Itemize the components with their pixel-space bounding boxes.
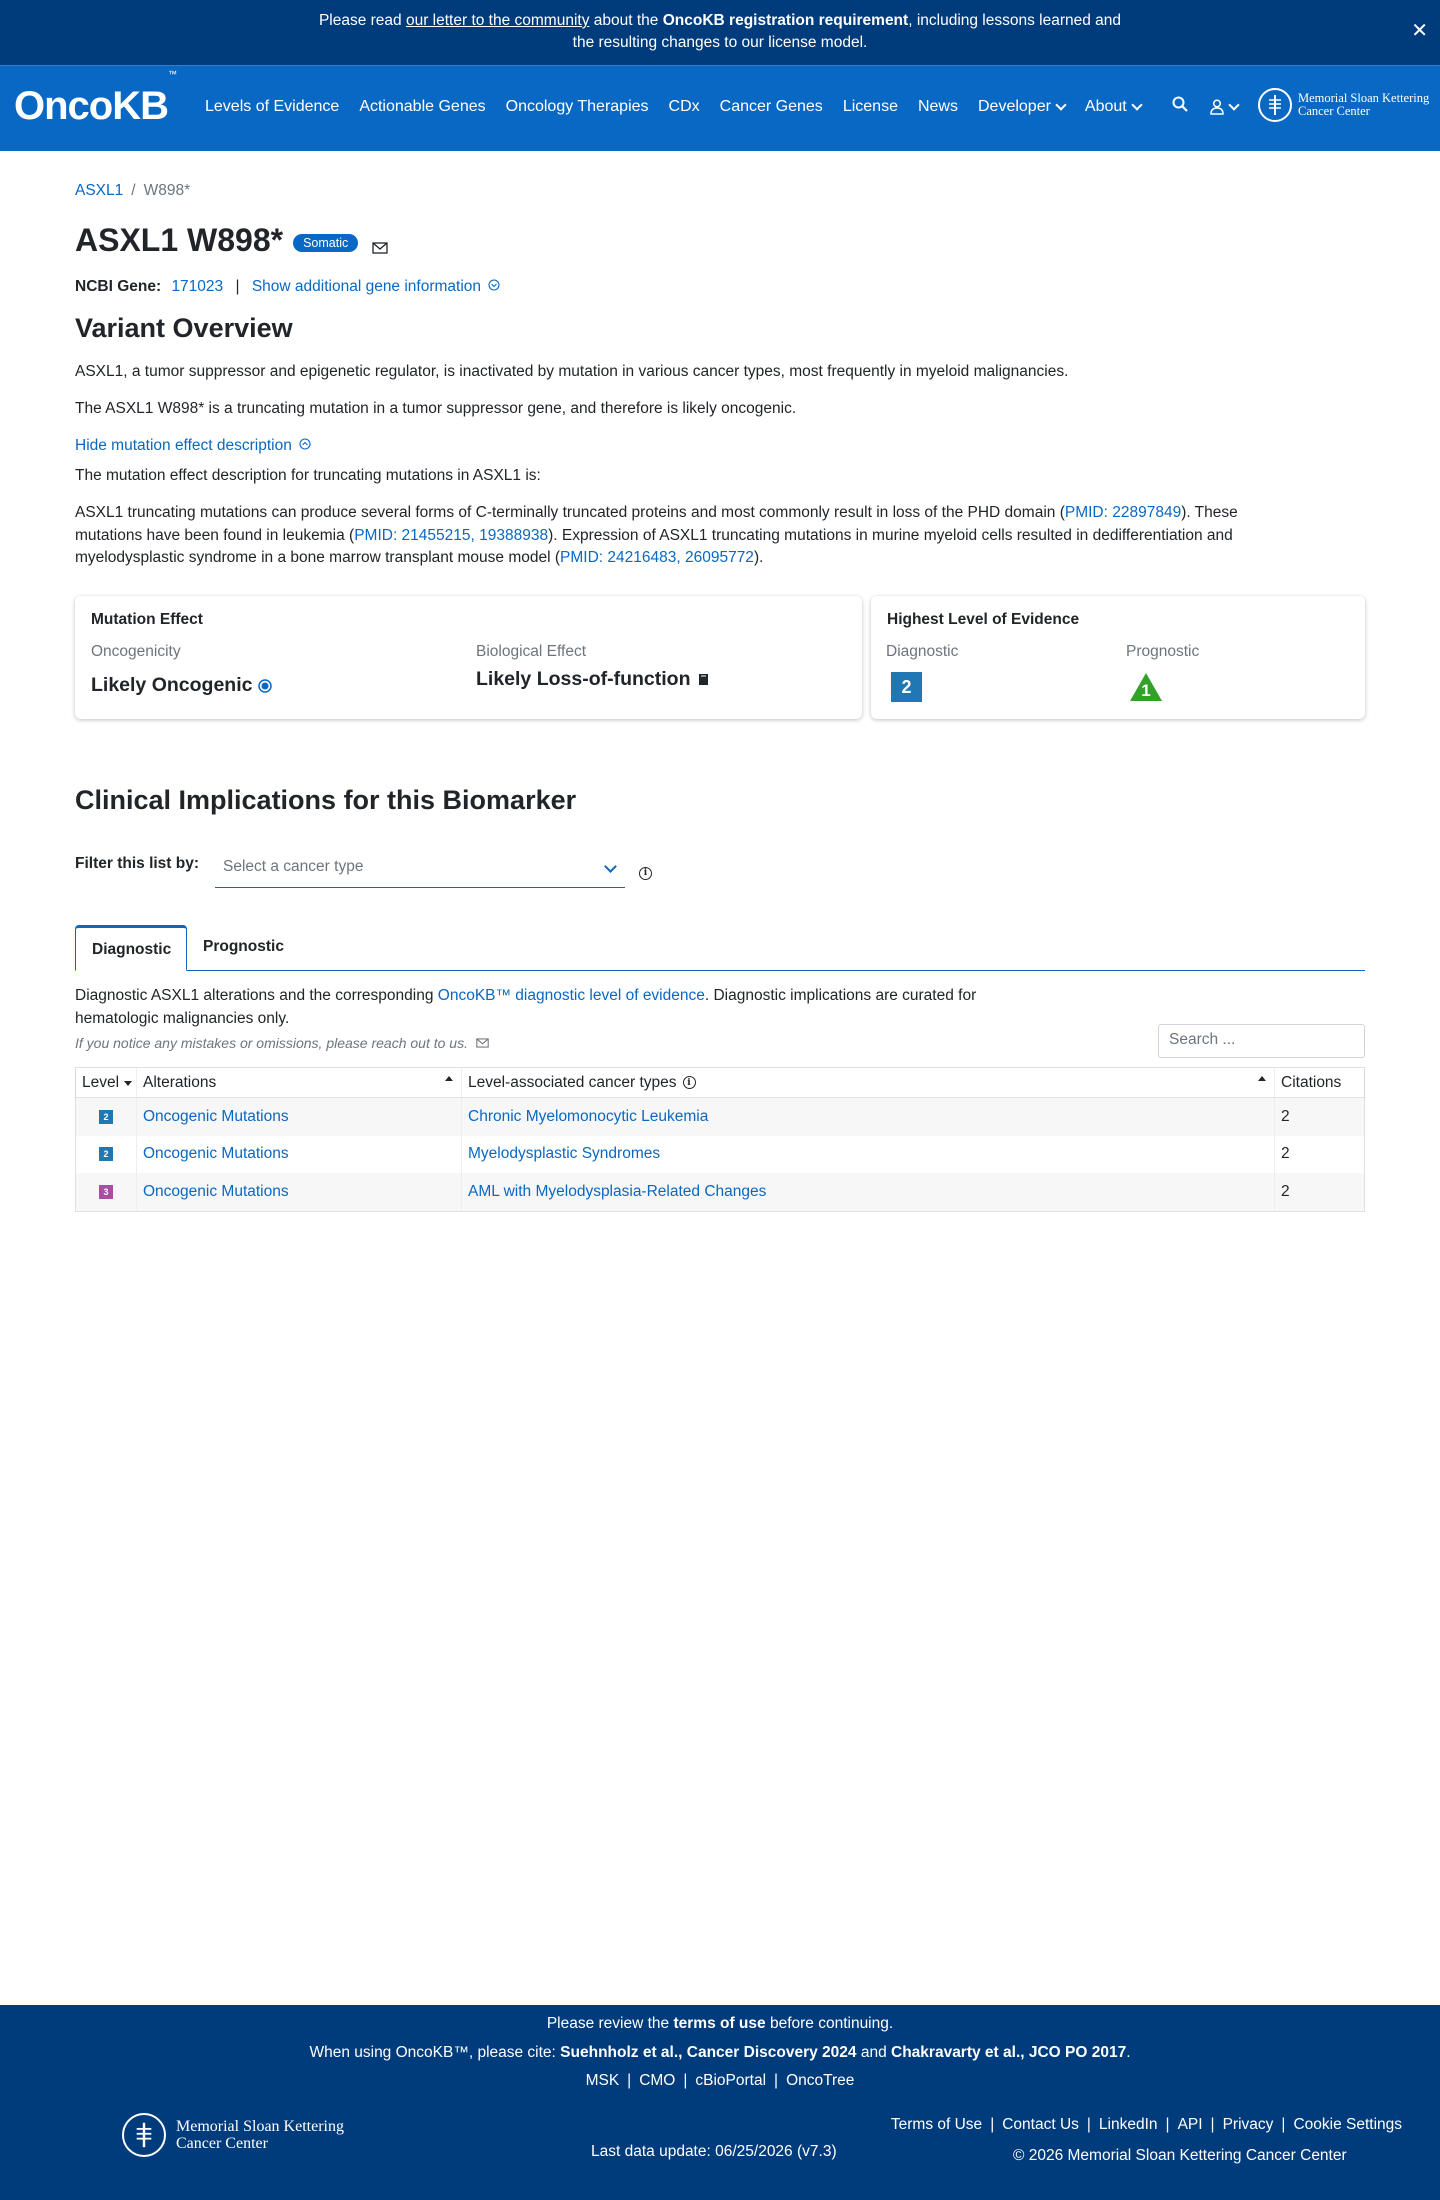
desc-text: ). These [1181,504,1238,521]
msk-line1: Memorial Sloan Kettering [176,2118,344,2135]
pmid-link[interactable]: PMID: 22897849 [1064,504,1182,521]
pmid-link[interactable]: PMID: 21455215, 19388938 [354,526,549,544]
nav-icons [1172,96,1238,117]
breadcrumb-current: W898* [143,182,191,199]
table-search-input[interactable]: Search ... [1158,1024,1365,1058]
msk-logo[interactable] [1258,88,1429,122]
cancer-type-select[interactable] [215,852,625,888]
last-data-update: Last data update: 06/25/2026 (v7.3) [591,2143,837,2160]
implications-table [75,1067,1365,1212]
cite-text: . [1126,2044,1131,2061]
msk-logo-text [176,2118,344,2152]
hide-mutation-effect-link[interactable] [75,435,311,458]
footer-cookie-settings-link[interactable]: Cookie Settings [1293,2116,1402,2133]
diagnostic-levels-link[interactable]: OncoKB™ diagnostic level of evidence [437,987,705,1004]
ncbi-gene-link[interactable]: 171023 [171,278,224,295]
footer-links: Terms of Use | Contact Us | LinkedIn | API | Privacy | Cookie Settings [890,2116,1402,2133]
nav-actionable-genes[interactable]: Actionable Genes [359,98,486,115]
footer-api-link[interactable]: API [1177,2116,1203,2133]
citation-link-1[interactable]: Suehnholz et al., Cancer Discovery 2024 [560,2044,857,2061]
prognostic-level-label: Prognostic [1126,643,1200,660]
about-label: About [1084,98,1127,115]
prognostic-level-text: 1 [1141,681,1151,700]
chevron-down-icon [1131,99,1142,110]
cancer-type-cell [461,1136,1274,1174]
announcement-line2: the resulting changes to our license model. [572,34,868,51]
nav-menu [205,98,1161,116]
breadcrumb [75,182,190,200]
announcement-text: Please read [318,12,406,29]
mutation-effect-title: Mutation Effect [91,611,203,628]
info-icon[interactable]: i [683,1076,696,1089]
logo-tm: ™ [168,68,176,79]
cancer-type-link[interactable]: AML with Myelodysplasia-Related Changes [468,1182,767,1200]
announcement-line1 [0,10,1440,32]
header-citations[interactable] [1274,1068,1364,1097]
show-gene-info-link[interactable] [252,278,501,295]
biological-effect-text: Likely Loss-of-function [476,668,691,690]
variant-summary: The ASXL1 W898* is a truncating mutation in a tumor suppressor gene, and therefore is likely oncogenic. [75,400,797,417]
header-level[interactable] [76,1068,136,1097]
header-cancer-types[interactable] [461,1068,1274,1097]
announcement-text: , including lessons learned and [908,12,1122,29]
somatic-badge: Somatic [293,234,358,252]
close-icon[interactable]: ✕ [1411,20,1428,42]
mail-icon[interactable] [476,1038,489,1048]
copyright: © 2026 Memorial Sloan Kettering Cancer Center [1013,2147,1347,2164]
mail-icon[interactable] [372,225,388,262]
developer-label: Developer [977,98,1051,115]
desc-text: hematologic malignancies only. [75,1009,290,1027]
terms-text: Please review the [546,2015,674,2032]
citations-cell[interactable]: 2 [1274,1173,1364,1211]
table-row [76,1136,1364,1174]
variant-overview-title: Variant Overview [75,313,293,343]
ncbi-label: NCBI Gene: [75,278,162,295]
info-icon[interactable]: i [639,862,652,880]
sort-asc-icon [1258,1076,1266,1081]
terms-notice [0,2015,1440,2033]
chevron-down-icon [604,860,617,873]
msk-link[interactable]: MSK [585,2072,620,2089]
sort-desc-icon [124,1081,132,1086]
nav-license[interactable]: License [842,98,898,115]
cancer-type-link[interactable]: Chronic Myelomonocytic Leukemia [468,1107,709,1125]
cite-text: and [856,2044,892,2061]
feedback-text: If you notice any mistakes or omissions, please reach out to us. [75,1035,468,1051]
header-alterations-label: Alterations [143,1073,217,1091]
user-icon [1210,99,1224,115]
breadcrumb-gene-link[interactable]: ASXL1 [75,182,124,199]
desc-text: mutations have been found in leukemia ( [75,526,355,544]
oncotree-link[interactable]: OncoTree [786,2072,855,2089]
navbar [0,65,1440,151]
breadcrumb-separator: / [131,182,136,199]
highest-level-title: Highest Level of Evidence [887,611,1080,628]
table-row [76,1173,1364,1211]
desc-text: Diagnostic ASXL1 alterations and the corresponding [75,987,438,1004]
header-level-label: Level [82,1073,120,1091]
cmo-link[interactable]: CMO [639,2072,676,2089]
highest-level-card [871,596,1365,719]
msk-line2: Cancer Center [1298,104,1370,118]
logo-text: OncoKB [14,84,168,128]
partner-links: MSK | CMO | cBioPortal | OncoTree [585,2072,855,2089]
mutation-effect-description [75,502,1365,570]
desc-text: ASXL1 truncating mutations can produce several forms of C-terminally truncated proteins and most commonly result in loss of the PHD domain ( [75,504,1065,521]
header-citations-label: Citations [1281,1073,1342,1091]
likely-oncogenic-icon [258,679,272,693]
chevron-down-icon [1228,99,1239,110]
mutation-effect-card [75,596,862,719]
alteration-link[interactable]: Oncogenic Mutations [143,1107,289,1125]
footer-contact-link[interactable]: Contact Us [1002,2116,1079,2133]
cancer-type-placeholder: Select a cancer type [223,858,364,875]
tab-prognostic[interactable]: Prognostic [203,938,284,955]
cite-text: When using OncoKB™, please cite: [309,2044,561,2061]
announcement-text: about the [589,12,663,29]
page-title [75,222,388,259]
sort-asc-icon [445,1076,453,1081]
alteration-link[interactable]: Oncogenic Mutations [143,1145,289,1163]
announcement-banner [0,0,1440,65]
biological-effect-value [476,668,710,691]
footer-terms-link[interactable]: Terms of Use [890,2116,983,2133]
ncbi-gene-info [75,278,500,296]
citations-cell[interactable]: 2 [1274,1098,1364,1136]
level-icon[interactable]: 2 [99,1110,113,1124]
level-icon[interactable]: 2 [99,1147,113,1161]
table-row [76,1098,1364,1136]
page-title-text: ASXL1 W898* [75,222,284,258]
footer-privacy-link[interactable]: Privacy [1222,2116,1274,2133]
mutation-effect-intro: The mutation effect description for truncating mutations in ASXL1 is: [75,467,541,484]
announcement-bold: OncoKB registration requirement [662,12,909,29]
level-cell [76,1136,136,1174]
clinical-implications-title: Clinical Implications for this Biomarker [75,785,577,815]
pmid-link[interactable]: PMID: 24216483, 26095772 [560,549,754,566]
header-cancer-types-label: Level-associated cancer types [468,1073,677,1091]
terms-of-use-link[interactable]: terms of use [673,2015,766,2032]
desc-text: ). Expression of ASXL1 truncating mutations in murine myeloid cells resulted in dedifferentiation and [548,526,1233,544]
nav-cdx[interactable]: CDx [668,98,700,115]
chevron-circle-up-icon [299,438,311,450]
desc-text: ). [753,549,764,566]
nav-news[interactable]: News [917,98,958,115]
alteration-cell [136,1173,461,1211]
citation-link-2[interactable]: Chakravarty et al., JCO PO 2017 [891,2044,1127,2061]
header-alterations[interactable] [136,1068,461,1097]
msk-emblem-icon [1258,88,1292,122]
table-header-row [76,1068,1364,1098]
citations-cell[interactable]: 2 [1274,1136,1364,1174]
citation-notice [0,2044,1440,2062]
chevron-circle-down-icon [488,279,500,291]
msk-logo-text [1298,92,1429,118]
book-icon[interactable] [697,673,710,686]
desc-text: . Diagnostic implications are curated for [704,987,977,1004]
nav-about-dropdown[interactable] [1085,98,1141,116]
biological-effect-label: Biological Effect [476,643,586,660]
search-icon[interactable] [1172,96,1188,117]
cancer-type-link[interactable]: Myelodysplastic Syndromes [468,1145,661,1163]
nav-levels-of-evidence[interactable]: Levels of Evidence [205,98,340,115]
alteration-cell [136,1136,461,1174]
diagnostic-description [75,985,1155,1030]
footer-msk-logo[interactable] [122,2113,344,2157]
terms-text: before continuing. [765,2015,894,2032]
nav-developer-dropdown[interactable] [978,98,1065,116]
show-gene-info-label: Show additional gene information [251,278,482,295]
hide-mutation-effect-label: Hide mutation effect description [75,437,292,454]
gene-summary: ASXL1, a tumor suppressor and epigenetic regulator, is inactivated by mutation in various cancer types, most frequently in myeloid malignancies. [75,363,1069,380]
msk-line2: Cancer Center [176,2135,268,2152]
desc-text: myelodysplastic syndrome in a bone marrow transplant mouse model ( [75,549,561,566]
filter-label: Filter this list by: [75,855,200,872]
oncogenicity-value [91,674,272,697]
community-letter-link[interactable]: our letter to the community [405,12,590,29]
alteration-link[interactable]: Oncogenic Mutations [143,1182,289,1200]
level-cell [76,1098,136,1136]
cbioportal-link[interactable]: cBioPortal [695,2072,767,2089]
oncogenicity-text: Likely Oncogenic [91,674,253,696]
diagnostic-level-label: Diagnostic [886,643,959,660]
cancer-type-cell [461,1098,1274,1136]
nav-cancer-genes[interactable]: Cancer Genes [719,98,823,115]
alteration-cell [136,1098,461,1136]
tab-diagnostic[interactable]: Diagnostic [75,925,187,971]
oncogenicity-label: Oncogenicity [91,643,181,660]
diagnostic-level-2-icon[interactable]: 2 [891,672,922,702]
level-cell [76,1173,136,1211]
oncokb-logo[interactable] [14,68,176,129]
level-icon[interactable]: 3 [99,1185,113,1199]
ncbi-separator: | [235,278,240,295]
footer [0,2005,1440,2200]
user-menu[interactable] [1210,99,1238,115]
prognostic-level-1-icon[interactable] [1129,672,1163,702]
chevron-down-icon [1055,99,1066,110]
footer-linkedin-link[interactable]: LinkedIn [1098,2116,1158,2133]
cancer-type-cell [461,1173,1274,1211]
nav-oncology-therapies[interactable]: Oncology Therapies [505,98,649,115]
msk-line1: Memorial Sloan Kettering [1298,91,1430,105]
msk-emblem-icon [122,2113,166,2157]
